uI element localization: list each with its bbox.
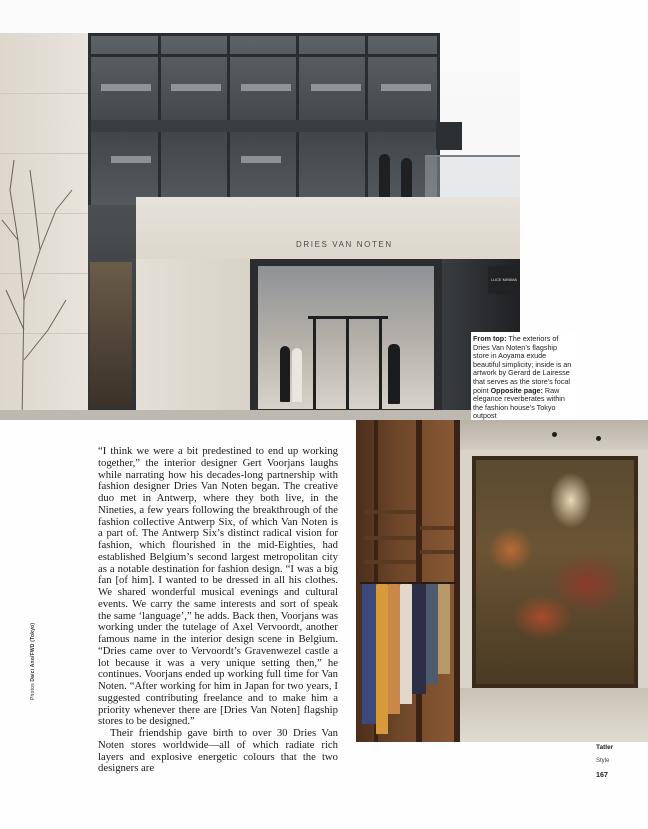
- credit-label: Photos: [30, 683, 36, 700]
- caption-text-opposite: Raw elegance reverberates within the fashion house’s Tokyo outpost: [473, 385, 565, 421]
- page-number: 167: [596, 770, 608, 779]
- interior-photo: [356, 420, 648, 742]
- article-body: [98, 446, 338, 775]
- caption-label-opposite: Opposite page:: [490, 385, 543, 395]
- caption-text-top: The exteriors of Dries Van Noten’s flagship store in Aoyama exude beautiful simplicity; inside is an artwork by Gerard de Lairesse that serves as the store’s focal point: [473, 334, 572, 395]
- entrance-glass: [258, 266, 434, 409]
- canopy: [436, 122, 462, 150]
- photo-credit: [30, 623, 36, 700]
- stone-pillar: [136, 259, 252, 414]
- balcony: [425, 155, 520, 199]
- storefront-photo: [0, 0, 520, 420]
- side-sign: LUCE MINIMA: [488, 266, 520, 294]
- article-paragraph: “I think we were a bit predestined to end up working together,” the interior designer Gert Voorjans laughs while narrating how his decades-long partnership with fashion designer Dries Van Noten began. The creative duo met in Antwerp, where they both live, in the Nineties, a few years following the breakthrough of the fashion collective Antwerp Six, of which Van Noten is a part of. The Antwerp Six’s distinct radical vision for fashion, which flourished in the mid-Eighties, had established Belgium’s second largest metropolitan city as a notable destination for fashion design. “I was a big fan [of him]. I wanted to be dressed in all his clothes. We shared wonderful musical evenings and cultural events. We carry the same interests and sort of speak the same ‘language’,” he adds. Back then, Voorjans was working under the tutelage of Axel Vervoordt, another famous name in the interior design scene in Belgium. “Dries came over to Vervoordt’s Gravenwezel castle a lot because it was a very unique setting then,” he continues. Voorjans ended up working full time for Van Noten. “After working for him in Japan for two years, I suggested contributing freelance and to make him a priority whenever there are [Dries Van Noten] flagship stores to be designed.”: [98, 445, 338, 728]
- caption-label-top: From top:: [473, 334, 507, 343]
- artwork-frame: [472, 456, 638, 688]
- tree: [0, 0, 90, 420]
- glass-facade: [88, 33, 440, 211]
- floor: [460, 688, 648, 742]
- magazine-section: Style: [596, 758, 610, 764]
- stone-band: [136, 197, 520, 259]
- magazine-brand: Tatler: [596, 744, 614, 751]
- pavement: [0, 410, 520, 420]
- store-sign: DRIES VAN NOTEN: [296, 240, 393, 249]
- article-paragraph: Their friendship gave birth to over 30 Dries Van Noten stores worldwide—all of which radiate rich layers and explosive energetic colours that the two designers are: [98, 727, 338, 775]
- artwork-painting: [476, 460, 634, 684]
- side-window: [90, 262, 132, 408]
- credit-names: Daici Ano/FWD (Tokyo): [30, 622, 36, 682]
